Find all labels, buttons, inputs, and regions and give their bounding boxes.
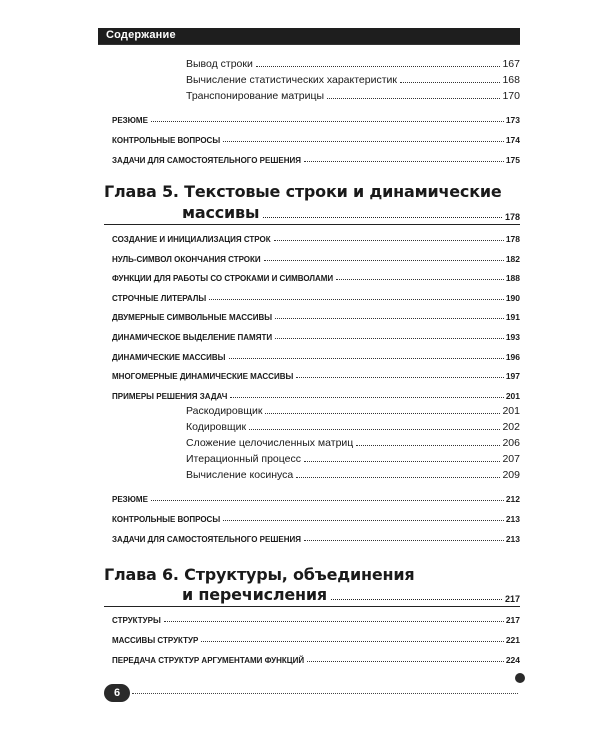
footer-dotted-rule	[132, 693, 518, 694]
toc-section[interactable]: СОЗДАНИЕ И ИНИЦИАЛИЗАЦИЯ СТРОК 178	[112, 234, 520, 244]
page-header-title: Содержание	[106, 29, 176, 41]
header-rule	[98, 44, 520, 45]
toc-section[interactable]: ЗАДАЧИ ДЛЯ САМОСТОЯТЕЛЬНОГО РЕШЕНИЯ 175	[112, 155, 520, 165]
toc-section[interactable]: ПЕРЕДАЧА СТРУКТУР АРГУМЕНТАМИ ФУНКЦИЙ 224	[112, 655, 520, 665]
toc-section[interactable]: НУЛЬ-СИМВОЛ ОКОНЧАНИЯ СТРОКИ 182	[112, 254, 520, 264]
toc-section[interactable]: МАССИВЫ СТРУКТУР 221	[112, 635, 520, 645]
toc-entry[interactable]: Транспонирование матрицы 170	[186, 90, 520, 102]
toc-section[interactable]: ЗАДАЧИ ДЛЯ САМОСТОЯТЕЛЬНОГО РЕШЕНИЯ 213	[112, 534, 520, 544]
toc-section[interactable]: РЕЗЮМЕ 173	[112, 115, 520, 125]
chapter-6-title-line2[interactable]: и перечисления 217	[182, 585, 520, 604]
toc-entry[interactable]: Сложение целочисленных матриц 206	[186, 437, 520, 449]
footer-bullet-icon	[515, 673, 525, 683]
toc-section[interactable]: СТРОЧНЫЕ ЛИТЕРАЛЫ 190	[112, 293, 520, 303]
toc-section[interactable]: СТРУКТУРЫ 217	[112, 615, 520, 625]
toc-entry[interactable]: Вычисление косинуса 209	[186, 469, 520, 481]
toc-entry[interactable]: Вывод строки 167	[186, 58, 520, 70]
toc-section[interactable]: ДИНАМИЧЕСКОЕ ВЫДЕЛЕНИЕ ПАМЯТИ 193	[112, 332, 520, 342]
toc-section[interactable]: МНОГОМЕРНЫЕ ДИНАМИЧЕСКИЕ МАССИВЫ 197	[112, 371, 520, 381]
toc-section[interactable]: РЕЗЮМЕ 212	[112, 494, 520, 504]
chapter-rule	[104, 224, 520, 225]
toc-entry[interactable]: Кодировщик 202	[186, 421, 520, 433]
page-number-badge: 6	[104, 684, 130, 702]
toc-entry[interactable]: Итерационный процесс 207	[186, 453, 520, 465]
toc-section[interactable]: ДВУМЕРНЫЕ СИМВОЛЬНЫЕ МАССИВЫ 191	[112, 312, 520, 322]
toc-section[interactable]: ПРИМЕРЫ РЕШЕНИЯ ЗАДАЧ 201	[112, 391, 520, 401]
toc-section[interactable]: ДИНАМИЧЕСКИЕ МАССИВЫ 196	[112, 352, 520, 362]
toc-entry[interactable]: Раскодировщик 201	[186, 405, 520, 417]
chapter-5-title[interactable]: Глава 5. Текстовые строки и динамические	[104, 182, 502, 201]
chapter-rule	[104, 606, 520, 607]
toc-section[interactable]: КОНТРОЛЬНЫЕ ВОПРОСЫ 213	[112, 514, 520, 524]
toc-entry[interactable]: Вычисление статистических характеристик 168	[186, 74, 520, 86]
toc-section[interactable]: КОНТРОЛЬНЫЕ ВОПРОСЫ 174	[112, 135, 520, 145]
chapter-6-title[interactable]: Глава 6. Структуры, объединения	[104, 565, 415, 584]
chapter-5-title-line2[interactable]: массивы 178	[182, 203, 520, 222]
toc-section[interactable]: ФУНКЦИИ ДЛЯ РАБОТЫ СО СТРОКАМИ И СИМВОЛАМИ 188	[112, 273, 520, 283]
